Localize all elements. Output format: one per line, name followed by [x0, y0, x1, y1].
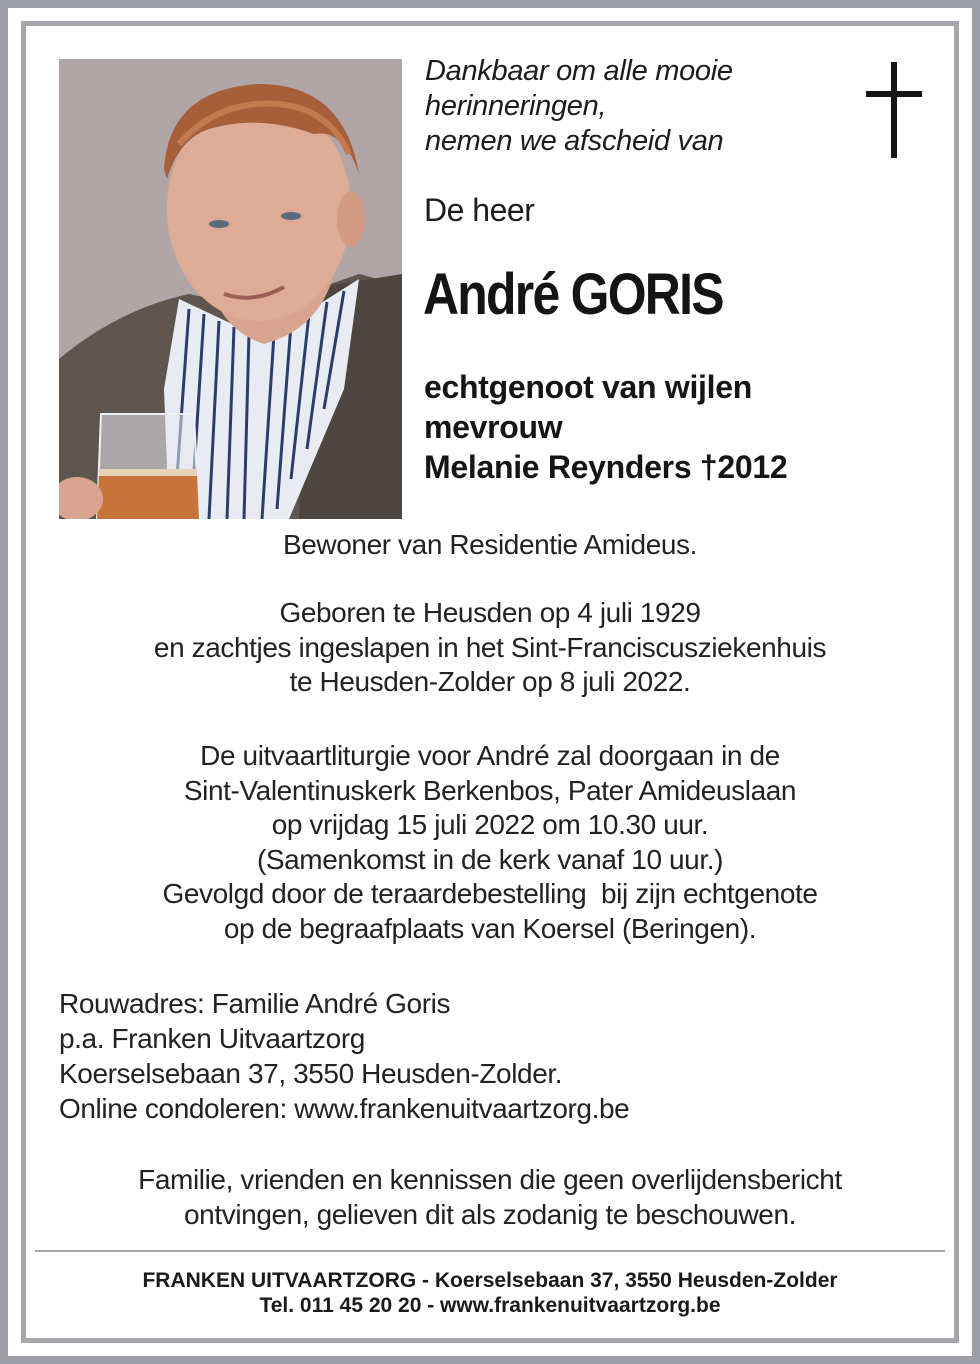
- life-dates: [36, 596, 944, 700]
- funeral-line: op de begraafplaats van Koersel (Beringen).: [223, 912, 757, 944]
- intro-line: herinneringen,: [425, 90, 607, 122]
- spouse-line: echtgenoot van wijlen: [424, 369, 752, 405]
- cross-horizontal-bar: [866, 91, 922, 97]
- intro-line: nemen we afscheid van: [425, 125, 724, 157]
- funeral-line: Gevolgd door de teraardebestelling bij zijn echtgenote: [162, 878, 818, 909]
- footer-address-line: FRANKEN UITVAARTZORG - Koerselsebaan 37, 3550 Heusden-Zolder: [142, 1269, 838, 1292]
- funeral-line: op vrijdag 15 juli 2022 om 10.30 uur.: [271, 809, 709, 840]
- spouse-line: Melanie Reynders †2012: [424, 449, 788, 485]
- notice-line: ontvingen, gelieven dit als zodanig te beschouwen.: [184, 1198, 796, 1230]
- intro-line: Dankbaar om alle mooie: [425, 55, 733, 87]
- salutation: De heer: [424, 192, 535, 228]
- residence-text: [36, 528, 944, 563]
- life-line: te Heusden-Zolder op 8 juli 2022.: [289, 666, 691, 697]
- address-line: Koerselsebaan 37, 3550 Heusden-Zolder.: [59, 1058, 563, 1089]
- portrait-illustration: [59, 59, 402, 519]
- address-line: p.a. Franken Uitvaartzorg: [59, 1023, 365, 1054]
- life-line: Geboren te Heusden op 4 juli 1929: [279, 597, 701, 628]
- deceased-name: André GORIS: [423, 262, 723, 327]
- address-line: Rouwadres: Familie André Goris: [59, 988, 451, 1019]
- spouse-info: [424, 367, 787, 487]
- cross-vertical-bar: [891, 62, 897, 158]
- footer-contact-line[interactable]: Tel. 011 45 20 20 - www.frankenuitvaartzorg.be: [259, 1294, 721, 1317]
- funeral-home-footer: [36, 1268, 944, 1318]
- intro-text: [425, 54, 845, 159]
- funeral-line: Sint-Valentinuskerk Berkenbos, Pater Amideuslaan: [183, 774, 797, 806]
- life-line: en zachtjes ingeslapen in het Sint-Franciscusziekenhuis: [153, 631, 827, 663]
- online-condolence-link[interactable]: Online condoleren: www.frankenuitvaartzorg.be: [59, 1093, 630, 1124]
- notice-line: Familie, vrienden en kennissen die geen overlijdensbericht: [138, 1164, 842, 1195]
- mourning-address: [59, 986, 629, 1126]
- footer-divider: [35, 1250, 945, 1252]
- funeral-line: De uitvaartliturgie voor André zal doorgaan in de: [200, 740, 780, 771]
- cross-icon: [866, 62, 922, 158]
- spouse-line: mevrouw: [424, 409, 563, 445]
- portrait-photo: [59, 59, 402, 519]
- residence-line: Bewoner van Residentie Amideus.: [282, 529, 698, 560]
- notice-text: [36, 1163, 944, 1232]
- funeral-details: [36, 739, 944, 946]
- funeral-line: (Samenkomst in de kerk vanaf 10 uur.): [256, 843, 724, 875]
